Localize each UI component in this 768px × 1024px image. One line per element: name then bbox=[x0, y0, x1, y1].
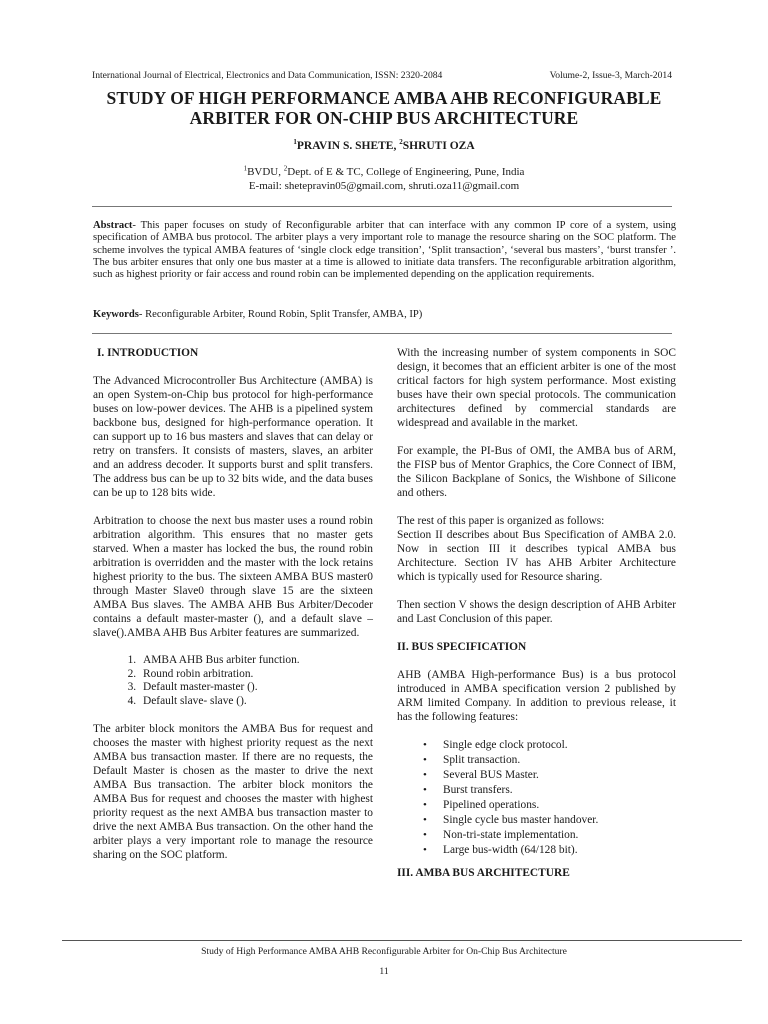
journal-name: International Journal of Electrical, Electronics and Data Communication, ISSN: 2320-2084 bbox=[92, 70, 443, 81]
author-emails: E-mail: shetepravin05@gmail.com, shruti.oza11@gmail.com bbox=[248, 179, 520, 192]
list-item: • Pipelined operations. bbox=[397, 798, 676, 813]
right-paragraph-1: With the increasing number of system components in SOC design, it becomes that an efficient arbiter is one of the most critical factors for high system performance. Most existing buses have their own special protocols. The communication architectures defined by commercial standards are widespread and available in the market. bbox=[397, 347, 676, 429]
affiliation-block bbox=[0, 166, 768, 193]
author-list bbox=[0, 140, 768, 152]
list-item: • Single cycle bus master handover. bbox=[397, 813, 676, 828]
affil-2-marker: 2 bbox=[283, 164, 288, 173]
affiliation-line bbox=[0, 166, 768, 180]
author-1: PRAVIN S. SHETE, bbox=[296, 140, 400, 152]
section-heading-introduction: I. INTRODUCTION bbox=[97, 347, 199, 359]
affil-2: Dept. of E & TC, College of Engineering, Pune, India bbox=[287, 166, 525, 178]
section-heading-amba-architecture: III. AMBA BUS ARCHITECTURE bbox=[397, 867, 570, 879]
right-column bbox=[397, 346, 676, 894]
right-paragraph-4: Then section V shows the design description of AHB Arbiter and Last Conclusion of this paper. bbox=[397, 599, 676, 625]
organization-details: Section II describes about Bus Specification of AMBA 2.0. Now in section III it describes typical AMBA bus Architecture. Section IV has AHB Arbiter Architecture which is typically used for Resource sharing. bbox=[397, 529, 676, 583]
running-footer: Study of High Performance AMBA AHB Reconfigurable Arbiter for On-Chip Bus Architecture bbox=[201, 946, 567, 957]
title-line-1: STUDY OF HIGH PERFORMANCE AMBA AHB RECONFIGURABLE bbox=[106, 88, 662, 108]
keywords-label: Keywords bbox=[93, 309, 139, 320]
author-2: SHRUTI OZA bbox=[402, 140, 475, 152]
abstract-divider bbox=[92, 333, 672, 334]
list-item: 4. Default slave- slave (). bbox=[139, 695, 373, 709]
list-item: • Burst transfers. bbox=[397, 783, 676, 798]
arbiter-feature-list bbox=[93, 654, 373, 708]
footer-divider bbox=[62, 940, 742, 941]
abstract-text: - This paper focuses on study of Reconfigurable arbiter that can interface with any common IP core of a system, using specification of AMBA bus protocol. The arbiter plays a very important role to manage the resource sharing on the SOC platform. The scheme involves the typical AMBA features of ‘single clock edge transition’, ‘Split transaction’, ‘several bus masters’, ‘burst transfer ’. The bus arbiter ensures that only one bus master at a time is allowed to initiate data transfers. The reconfigurable arbitration algorithm, such as highest priority or fair access and round robin can be implemented depending on the application requirements. bbox=[93, 220, 676, 281]
paper-title bbox=[60, 88, 708, 128]
right-paragraph-2: For example, the PI-Bus of OMI, the AMBA bus of ARM, the FISP bus of Mentor Graphics, the Core Connect of IBM, the Silicon Backplane of Sonics, the Wishbone of Silicone and others. bbox=[397, 445, 676, 499]
list-item: • Split transaction. bbox=[397, 753, 676, 768]
page-number: 11 bbox=[379, 966, 389, 977]
author-2-marker: 2 bbox=[399, 138, 403, 147]
list-item: • Large bus-width (64/128 bit). bbox=[397, 843, 676, 858]
organization-intro: The rest of this paper is organized as follows: bbox=[397, 515, 605, 527]
right-paragraph-3 bbox=[397, 514, 676, 584]
abstract-label: Abstract bbox=[93, 220, 133, 231]
keywords-text: - Reconfigurable Arbiter, Round Robin, Split Transfer, AMBA, IP) bbox=[138, 309, 423, 320]
intro-paragraph-3: The arbiter block monitors the AMBA Bus for request and chooses the master with highest priority request as the next AMBA bus transaction master. If there are no requests, the Default Master is chosen as the master to drive the next AMBA Bus transaction. The arbiter block monitors the AMBA Bus for request and chooses the master with highest priority request as the next AMBA bus transaction master to drive the next AMBA Bus transaction. On the other hand the arbiter plays a very important role to manage the resource sharing on the SOC platform. bbox=[93, 723, 373, 862]
list-item: • Non-tri-state implementation. bbox=[397, 828, 676, 843]
intro-paragraph-2: Arbitration to choose the next bus master uses a round robin arbitration algorithm. This ensures that no master gets starved. When a master has locked the bus, the round robin arbitration is overridden and the master with the lock retains highest priority to the bus. The sixteen AMBA BUS master0 through Master Slave0 through slave 15 are the sixteen AMBA Bus slaves. The AMBA AHB Bus Arbiter/Decoder contains a default master-master (), and a default slave – slave().AMBA AHB Bus Arbiter features are summarized. bbox=[93, 515, 373, 639]
affil-1: BVDU, bbox=[247, 166, 284, 178]
keywords bbox=[93, 309, 676, 321]
list-item: 1. AMBA AHB Bus arbiter function. bbox=[139, 654, 373, 668]
ahb-feature-list bbox=[397, 738, 676, 858]
intro-paragraph-1: The Advanced Microcontroller Bus Architecture (AMBA) is an open System-on-Chip bus protocol for high-performance buses on low-power devices. The AHB is a pipelined system backbone bus, designed for high-performance operation. It can support up to 16 bus masters and slaves that can delay or retry on transfers. It consists of masters, slaves, an arbiter and an address decoder. It supports burst and split transfers. The address bus can be up to 32 bits wide, and the data buses can be up to 128 bits wide. bbox=[93, 375, 373, 499]
volume-issue: Volume-2, Issue-3, March-2014 bbox=[549, 70, 672, 81]
list-item: • Single edge clock protocol. bbox=[397, 738, 676, 753]
section-heading-bus-specification: II. BUS SPECIFICATION bbox=[397, 641, 527, 653]
top-divider bbox=[92, 206, 672, 207]
bus-spec-paragraph: AHB (AMBA High-performance Bus) is a bus protocol introduced in AMBA specification version 2 published by ARM limited Company. In addition to previous release, it has the following features: bbox=[397, 669, 676, 723]
running-header bbox=[92, 70, 672, 81]
abstract bbox=[93, 220, 676, 281]
title-line-2: ARBITER FOR ON-CHIP BUS ARCHITECTURE bbox=[189, 108, 579, 128]
list-item: • Several BUS Master. bbox=[397, 768, 676, 783]
list-item: 3. Default master-master (). bbox=[139, 681, 373, 695]
left-column bbox=[93, 346, 373, 876]
list-item: 2. Round robin arbitration. bbox=[139, 668, 373, 682]
affil-1-marker: 1 bbox=[243, 164, 248, 173]
author-1-marker: 1 bbox=[293, 138, 297, 147]
